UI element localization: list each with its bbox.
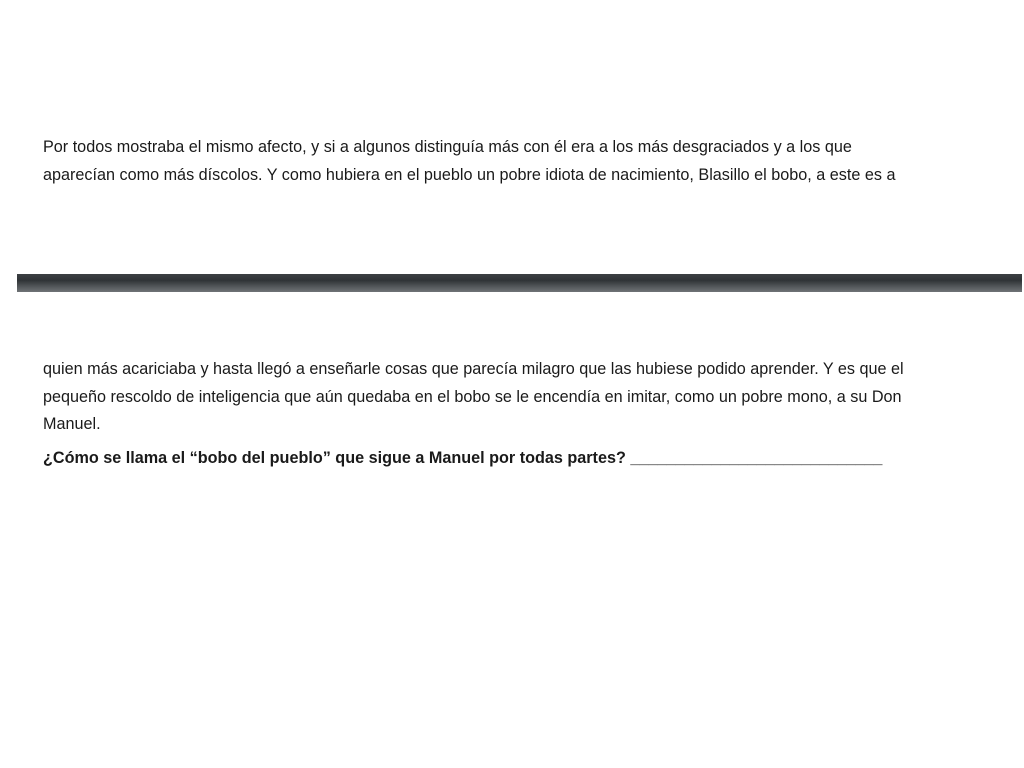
paragraph-1-line-1: Por todos mostraba el mismo afecto, y si a algunos distinguía más con él era a los más desgraciados y a los que (43, 138, 852, 156)
paragraph-2-line-1: quien más acariciaba y hasta llegó a enseñarle cosas que parecía milagro que las hubiese podido aprender. Y es que el (43, 360, 904, 378)
page-break-divider (17, 274, 1022, 292)
paragraph-2 (43, 356, 1013, 439)
paragraph-2-line-3: Manuel. (43, 415, 101, 433)
question-text: ¿Cómo se llama el “bobo del pueblo” que sigue a Manuel por todas partes? ____________________________ (43, 449, 883, 467)
paragraph-2-line-2: pequeño rescoldo de inteligencia que aún quedaba en el bobo se le encendía en imitar, como un pobre mono, a su Don (43, 387, 902, 406)
paragraph-1 (43, 134, 1013, 189)
paragraph-1-line-2: aparecían como más díscolos. Y como hubiera en el pueblo un pobre idiota de nacimiento, Blasillo el bobo, a este es a (43, 165, 896, 184)
page-top-section (0, 0, 1024, 274)
